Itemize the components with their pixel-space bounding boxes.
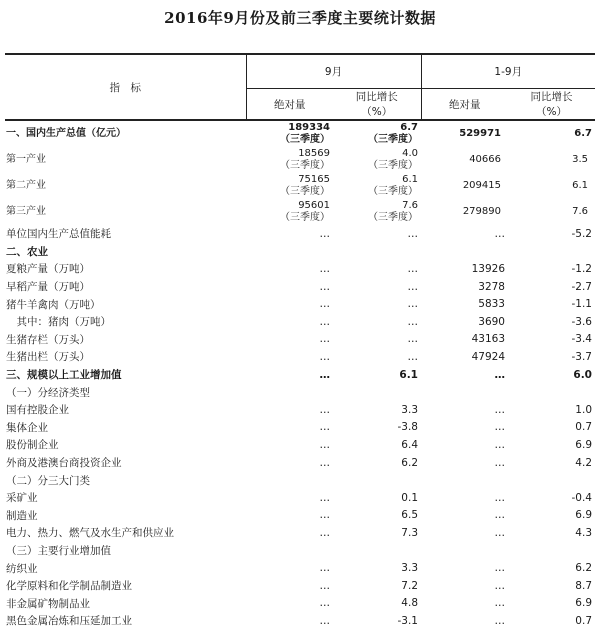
ytd-abs-cell bbox=[421, 471, 508, 489]
ytd-yoy-cell: 6.2 bbox=[575, 562, 592, 575]
row-label: 国有控股企业 bbox=[6, 404, 69, 417]
table-row bbox=[5, 419, 595, 437]
row-label: 生猪存栏（万头） bbox=[6, 333, 90, 346]
ytd-abs-cell bbox=[421, 383, 508, 401]
table-row bbox=[5, 383, 595, 401]
ytd-abs-cell: 3690 bbox=[478, 315, 505, 328]
row-label: 电力、热力、燃气及水生产和供应业 bbox=[6, 527, 174, 540]
ytd-abs-cell bbox=[421, 243, 508, 261]
row-label: 二、农业 bbox=[6, 245, 48, 258]
month-yoy-cell: 3.3 bbox=[401, 403, 418, 416]
month-abs-cell: … bbox=[319, 597, 330, 610]
month-abs-cell: 189334 （三季度） bbox=[280, 122, 330, 145]
ytd-abs-cell: … bbox=[494, 526, 505, 539]
table-row bbox=[5, 577, 595, 595]
row-label: 夏粮产量（万吨） bbox=[6, 263, 90, 276]
ytd-yoy-cell: 6.9 bbox=[575, 597, 592, 610]
table-row bbox=[5, 524, 595, 542]
ytd-yoy-cell: 6.1 bbox=[572, 180, 588, 191]
table-row bbox=[5, 225, 595, 243]
row-label: 其中：猪肉（万吨） bbox=[6, 316, 111, 329]
ytd-abs-cell: 47924 bbox=[471, 350, 505, 363]
ytd-abs-cell: … bbox=[494, 597, 505, 610]
month-yoy-cell: 4.0 （三季度） bbox=[368, 148, 418, 171]
table-row bbox=[5, 260, 595, 278]
row-label: （一）分经济类型 bbox=[6, 386, 90, 399]
ytd-yoy-cell: -1.1 bbox=[571, 298, 592, 311]
month-yoy-cell: 7.3 bbox=[401, 526, 418, 539]
month-abs-cell: … bbox=[319, 350, 330, 363]
statistics-table bbox=[5, 53, 595, 630]
month-abs-cell: … bbox=[319, 368, 330, 381]
month-yoy-cell: 6.7 （三季度） bbox=[368, 122, 418, 145]
month-yoy-cell: 6.1 bbox=[399, 368, 418, 381]
month-abs-cell: … bbox=[319, 491, 330, 504]
ytd-yoy-cell: 6.9 bbox=[575, 438, 592, 451]
table-row bbox=[5, 542, 595, 560]
month-yoy-cell: … bbox=[407, 333, 418, 346]
table-row bbox=[5, 313, 595, 331]
header-ytd-abs: 绝对量 bbox=[421, 89, 508, 121]
row-label: 第一产业 bbox=[6, 154, 46, 165]
ytd-yoy-cell: 6.9 bbox=[575, 509, 592, 522]
row-label: 黑色金属冶炼和压延加工业 bbox=[6, 615, 132, 628]
ytd-yoy-cell bbox=[508, 471, 595, 489]
month-yoy-cell: … bbox=[407, 262, 418, 275]
month-abs-cell: … bbox=[319, 579, 330, 592]
month-yoy-cell: 6.2 bbox=[401, 456, 418, 469]
month-abs-cell: … bbox=[319, 614, 330, 627]
month-yoy-cell: 7.2 bbox=[401, 579, 418, 592]
ytd-abs-cell: … bbox=[494, 403, 505, 416]
row-label: （三）主要行业增加值 bbox=[6, 544, 111, 557]
ytd-yoy-cell: -3.6 bbox=[571, 315, 592, 328]
ytd-abs-cell: 5833 bbox=[478, 298, 505, 311]
month-yoy-cell: 6.4 bbox=[401, 438, 418, 451]
ytd-yoy-cell bbox=[508, 383, 595, 401]
row-label: 化学原料和化学制品制造业 bbox=[6, 580, 132, 593]
document-title: 2016年9月份及前三季度主要统计数据 bbox=[164, 9, 436, 27]
header-month: 9月 bbox=[246, 54, 421, 89]
month-yoy-cell: … bbox=[407, 227, 418, 240]
month-abs-cell bbox=[246, 243, 333, 261]
table-row bbox=[5, 612, 595, 630]
ytd-abs-cell: … bbox=[494, 579, 505, 592]
table-row bbox=[5, 436, 595, 454]
ytd-abs-cell: … bbox=[494, 456, 505, 469]
ytd-abs-cell: … bbox=[494, 509, 505, 522]
ytd-yoy-cell: -0.4 bbox=[571, 491, 592, 504]
row-label: 集体企业 bbox=[6, 421, 48, 434]
ytd-yoy-cell: -5.2 bbox=[571, 227, 592, 240]
header-ytd-yoy: 同比增长 （%） bbox=[508, 89, 595, 121]
ytd-abs-cell: 40666 bbox=[469, 154, 501, 165]
ytd-yoy-cell bbox=[508, 243, 595, 261]
month-abs-cell: 75165 （三季度） bbox=[280, 174, 330, 197]
table-row bbox=[5, 401, 595, 419]
month-yoy-cell: 7.6 （三季度） bbox=[368, 200, 418, 223]
month-yoy-cell bbox=[333, 383, 421, 401]
month-abs-cell: … bbox=[319, 315, 330, 328]
month-yoy-cell: … bbox=[407, 350, 418, 363]
header-month-yoy: 同比增长 （%） bbox=[333, 89, 421, 121]
row-label: 采矿业 bbox=[6, 492, 38, 505]
month-yoy-cell bbox=[333, 471, 421, 489]
ytd-yoy-cell: 1.0 bbox=[575, 403, 592, 416]
ytd-abs-cell: 3278 bbox=[478, 280, 505, 293]
table-row bbox=[5, 559, 595, 577]
ytd-yoy-cell: -2.7 bbox=[571, 280, 592, 293]
ytd-abs-cell: 13926 bbox=[471, 262, 505, 275]
table-row bbox=[5, 594, 595, 612]
ytd-yoy-cell bbox=[508, 542, 595, 560]
ytd-yoy-cell: -1.2 bbox=[571, 262, 592, 275]
ytd-yoy-cell: 6.0 bbox=[573, 368, 592, 381]
month-yoy-cell bbox=[333, 243, 421, 261]
ytd-yoy-cell: 4.2 bbox=[575, 456, 592, 469]
ytd-abs-cell bbox=[421, 542, 508, 560]
table-row bbox=[5, 471, 595, 489]
row-label: 早稻产量（万吨） bbox=[6, 281, 90, 294]
header-indicator: 指 标 bbox=[5, 54, 246, 120]
month-abs-cell: … bbox=[319, 227, 330, 240]
month-yoy-cell: -3.8 bbox=[397, 421, 418, 434]
ytd-yoy-cell: 6.7 bbox=[574, 128, 592, 139]
table-row bbox=[5, 348, 595, 366]
row-label: 第二产业 bbox=[6, 180, 46, 191]
month-abs-cell: … bbox=[319, 509, 330, 522]
month-abs-cell bbox=[246, 383, 333, 401]
table-row bbox=[5, 295, 595, 313]
table-row bbox=[5, 243, 595, 261]
table-row bbox=[5, 454, 595, 472]
month-abs-cell: 95601 （三季度） bbox=[280, 200, 330, 223]
ytd-abs-cell: … bbox=[494, 438, 505, 451]
table-row bbox=[5, 120, 595, 147]
ytd-yoy-cell: 3.5 bbox=[572, 154, 588, 165]
row-label: 纺织业 bbox=[6, 562, 38, 575]
month-yoy-cell: 3.3 bbox=[401, 562, 418, 575]
ytd-yoy-cell: -3.7 bbox=[571, 350, 592, 363]
table-row bbox=[5, 489, 595, 507]
row-label: 一、国内生产总值（亿元） bbox=[6, 128, 126, 139]
row-label: （二）分三大门类 bbox=[6, 474, 90, 487]
month-abs-cell: … bbox=[319, 333, 330, 346]
table-row bbox=[5, 331, 595, 349]
month-abs-cell: … bbox=[319, 456, 330, 469]
month-yoy-cell: -3.1 bbox=[397, 614, 418, 627]
table-body bbox=[5, 120, 595, 630]
ytd-abs-cell: … bbox=[494, 614, 505, 627]
table-row bbox=[5, 199, 595, 225]
month-abs-cell: … bbox=[319, 403, 330, 416]
table-row bbox=[5, 147, 595, 173]
row-label: 生猪出栏（万头） bbox=[6, 351, 90, 364]
month-yoy-cell: … bbox=[407, 315, 418, 328]
ytd-yoy-cell: -3.4 bbox=[571, 333, 592, 346]
ytd-yoy-cell: 0.7 bbox=[575, 614, 592, 627]
month-abs-cell: … bbox=[319, 262, 330, 275]
table-row bbox=[5, 366, 595, 384]
ytd-abs-cell: 279890 bbox=[462, 206, 501, 217]
ytd-abs-cell: 529971 bbox=[459, 128, 501, 139]
month-abs-cell bbox=[246, 542, 333, 560]
row-label: 单位国内生产总值能耗 bbox=[6, 228, 111, 241]
ytd-yoy-cell: 4.3 bbox=[575, 526, 592, 539]
row-label: 外商及港澳台商投资企业 bbox=[6, 457, 122, 470]
month-abs-cell: … bbox=[319, 438, 330, 451]
row-label: 股份制企业 bbox=[6, 439, 59, 452]
ytd-yoy-cell: 0.7 bbox=[575, 421, 592, 434]
month-abs-cell: … bbox=[319, 421, 330, 434]
month-yoy-cell bbox=[333, 542, 421, 560]
ytd-abs-cell: … bbox=[494, 227, 505, 240]
row-label: 制造业 bbox=[6, 509, 38, 522]
ytd-abs-cell: … bbox=[494, 491, 505, 504]
ytd-abs-cell: 43163 bbox=[471, 333, 505, 346]
month-abs-cell bbox=[246, 471, 333, 489]
table-row bbox=[5, 278, 595, 296]
ytd-abs-cell: 209415 bbox=[462, 180, 501, 191]
month-abs-cell: 18569 （三季度） bbox=[280, 148, 330, 171]
ytd-abs-cell: … bbox=[494, 368, 505, 381]
row-label: 三、规模以上工业增加值 bbox=[6, 369, 122, 382]
month-yoy-cell: 6.5 bbox=[401, 509, 418, 522]
ytd-abs-cell: … bbox=[494, 562, 505, 575]
row-label: 非金属矿物制品业 bbox=[6, 597, 90, 610]
month-yoy-cell: … bbox=[407, 298, 418, 311]
month-abs-cell: … bbox=[319, 526, 330, 539]
header-ytd: 1-9月 bbox=[421, 54, 595, 89]
month-abs-cell: … bbox=[319, 298, 330, 311]
table-header bbox=[5, 54, 595, 120]
month-yoy-cell: 6.1 （三季度） bbox=[368, 174, 418, 197]
row-label: 猪牛羊禽肉（万吨） bbox=[6, 298, 101, 311]
header-month-abs: 绝对量 bbox=[246, 89, 333, 121]
row-label: 第三产业 bbox=[6, 206, 46, 217]
month-abs-cell: … bbox=[319, 280, 330, 293]
ytd-yoy-cell: 8.7 bbox=[575, 579, 592, 592]
ytd-abs-cell: … bbox=[494, 421, 505, 434]
month-yoy-cell: … bbox=[407, 280, 418, 293]
month-abs-cell: … bbox=[319, 562, 330, 575]
month-yoy-cell: 4.8 bbox=[401, 597, 418, 610]
ytd-yoy-cell: 7.6 bbox=[572, 206, 588, 217]
table-row bbox=[5, 173, 595, 199]
table-row bbox=[5, 507, 595, 525]
month-yoy-cell: 0.1 bbox=[401, 491, 418, 504]
